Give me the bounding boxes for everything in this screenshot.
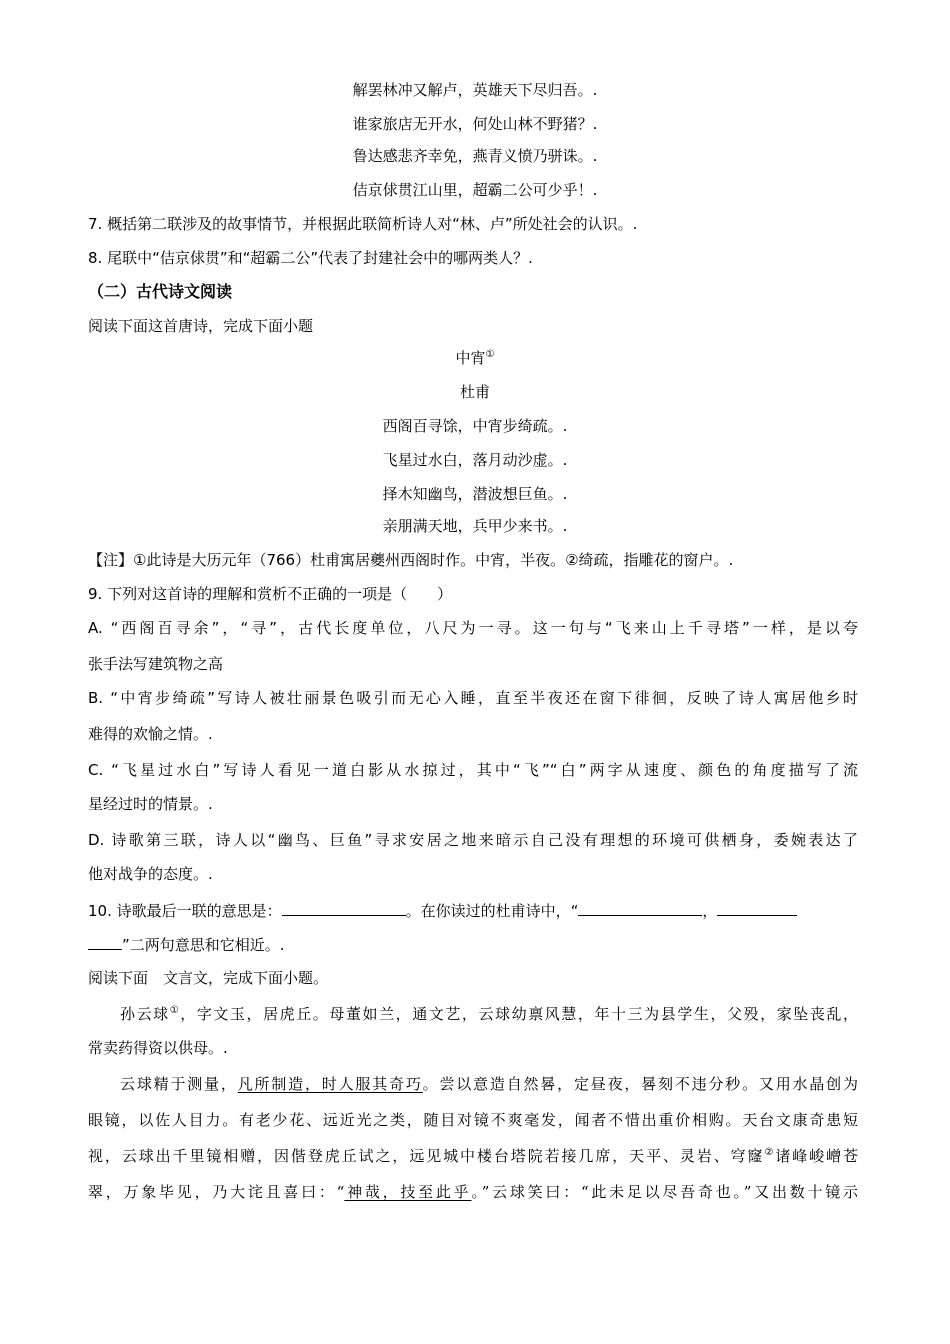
q9-option-b-line1: B. “中宵步绮疏”写诗人被壮丽景色吸引而无心入睡，直至半夜还在窗下徘徊，反映了诗人寓居他乡时: [88, 689, 858, 707]
q9-option-d-line2: 他对战争的态度。.: [88, 865, 213, 883]
prose-p1-note: ①: [169, 1005, 181, 1016]
q9-option-c-line1: C. “飞星过水白”写诗人看见一道白影从水掠过，其中“飞”“白”两字从速度、颜色的角度描写了流: [88, 761, 858, 779]
question-9-stem: 9. 下列对这首诗的理解和赏析不正确的一项是（ ）: [88, 585, 453, 603]
q10-text-3: ，: [702, 902, 718, 920]
q10-text-2: 。在你读过的杜甫诗中，“: [405, 902, 579, 920]
q10-answer-blank-3[interactable]: [717, 900, 797, 916]
q9-option-b-line2: 难得的欢愉之情。.: [88, 725, 213, 743]
prose-p2-underlined-2: 神哉，技至此乎: [344, 1183, 472, 1201]
prose-p2-text-b: 。尝以意造自然晷，定昼夜，晷刻不违分秒。又用水晶创为: [422, 1075, 858, 1093]
prose-p1-line1: [120, 1004, 858, 1024]
prose-p2-line1: [120, 1074, 858, 1094]
prose-p1-line2: 常卖药得资以供母。.: [88, 1039, 228, 1057]
q10-text-1: 10. 诗歌最后一联的意思是：: [88, 902, 282, 920]
prose-p2-text-e: 翠，万象毕见，乃大诧且喜曰：“: [88, 1183, 345, 1201]
poem2-note: 【注】①此诗是大历元年（766）杜甫寓居夔州西阁时作。中宵，半夜。②绮疏，指雕花的窗户。.: [88, 551, 734, 569]
section-heading: （二）古代诗文阅读: [88, 282, 233, 301]
question-7: 7. 概括第二联涉及的故事情节，并根据此联简析诗人对“林、卢”所处社会的认识。.: [88, 215, 638, 233]
question-8: 8. 尾联中“佶京俅贯”和“超霸二公”代表了封建社会中的哪两类人？.: [88, 249, 533, 267]
poem2-line-4: 亲朋满天地，兵甲少来书。.: [382, 517, 568, 535]
poem2-line-3: 择木知幽鸟，潜波想巨鱼。.: [382, 485, 568, 503]
prose-p2-line4: [88, 1182, 858, 1202]
poem1-line-4: 佶京俅贯江山里，超霸二公可少乎！.: [352, 181, 598, 199]
question-10-line1: [88, 900, 797, 921]
prose-p1-text-b: ，字文玉，居虎丘。母董如兰，通文艺，云球幼禀风慧，年十三为县学生，父殁，家坠丧乱，: [180, 1005, 858, 1023]
prose-p2-text-a: 云球精于测量，: [120, 1075, 238, 1093]
poem2-title: 中宵: [455, 349, 486, 367]
poem2-title-note: ①: [485, 349, 495, 360]
prose-p2-text-f: 。”云球笑曰：“此未足以尽吾奇也。”又出数十镜示: [471, 1183, 858, 1201]
q10-answer-blank-1[interactable]: [282, 900, 406, 916]
q9-option-a-line2: 张手法写建筑物之高: [88, 655, 224, 673]
prose-p2-text-d: 诸峰峻嶒苍: [775, 1147, 858, 1165]
prose-p2-note: ②: [764, 1147, 776, 1158]
prose-p1-text-a: 孙云球: [120, 1005, 170, 1023]
poem2-line-2: 飞星过水白，落月动沙虚。.: [382, 451, 568, 469]
q9-option-a-line1: A. “西阁百寻余”，“寻”，古代长度单位，八尺为一寻。这一句与“飞来山上千寻塔”一样，是以夸: [88, 619, 858, 637]
poem2-line-1: 西阁百寻馀，中宵步绮疏。.: [382, 417, 568, 435]
q10-answer-blank-3-cont[interactable]: [88, 934, 122, 950]
poem1-line-1: 解罢林冲又解卢，英雄天下尽归吾。.: [352, 81, 598, 99]
q9-option-d-line1: D. 诗歌第三联，诗人以“幽鸟、巨鱼”寻求安居之地来暗示自己没有理想的环境可供栖身，委婉表达了: [88, 831, 858, 849]
question-10-line2: [88, 934, 285, 955]
q10-answer-blank-2[interactable]: [578, 900, 702, 916]
prose-p2-text-c: 视，云球出千里镜相赠，因偕登虎丘试之，远见城中楼台塔院若接几席，天平、灵岩、穹窿: [88, 1147, 765, 1165]
poem1-line-2: 谁家旅店无开水，何处山林不野猪？.: [352, 115, 598, 133]
poem2-intro: 阅读下面这首唐诗，完成下面小题: [88, 317, 314, 335]
prose-intro: 阅读下面 文言文，完成下面小题。: [88, 969, 329, 987]
q9-option-c-line2: 星经过时的情景。.: [88, 795, 213, 813]
prose-p2-underlined-1: 凡所制造，时人服其奇巧: [237, 1075, 423, 1093]
prose-p2-line2: 眼镜，以佐人目力。有老少花、远近光之类，随目对镜不爽毫发，闻者不惜出重价相购。天台文康奇患短: [88, 1111, 858, 1129]
poem2-author: 杜甫: [459, 383, 490, 401]
q10-text-4: ”二两句意思和它相近。.: [122, 936, 285, 954]
poem1-line-3: 鲁达感悲齐幸免，燕青义愤乃骈诛。.: [352, 147, 598, 165]
prose-p2-line3: [88, 1146, 858, 1166]
poem2-title-line: [0, 348, 950, 368]
